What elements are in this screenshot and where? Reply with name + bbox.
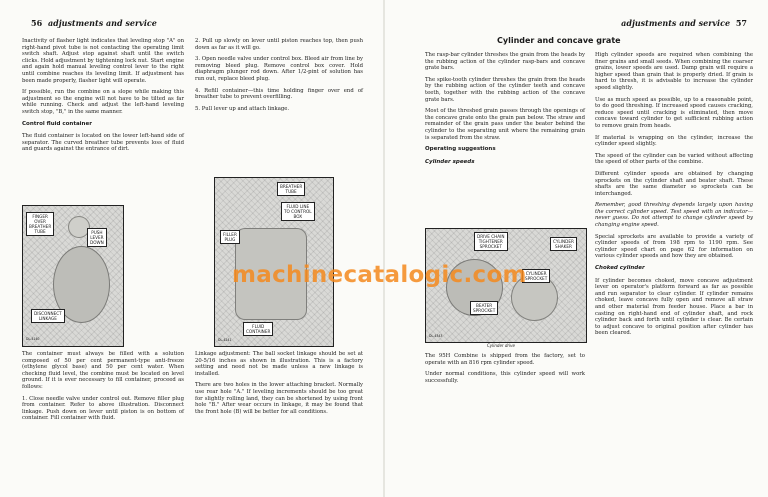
callout-cylinder-shaker: CYLINDER SHAKER [550,237,577,251]
paragraph: Special sprockets are available to provide a variety of cylinder speeds of from 198 rpm to 1190 rpm. See cylinder speed chart on page 62 for information on various cylinder speeds and how they are obtained. [595,233,753,260]
subsection-heading: Cylinder speeds [425,158,475,165]
paragraph: There are two holes in the lower attaching bracket. Normally use rear hole "A." If leveling increments should be too great for slightly rolling land, they can be shortened by using front hole "B." After wear occurs in linkage, it may be found that the front hole (B) will be better for all conditions. [195,382,363,415]
callout-filler-plug: FILLER PLUG [220,230,240,244]
paragraph: The fluid container is located on the lower left-hand side of separator. The curved breather tube prevents loss of fluid and guards against the entrance of dirt. [22,133,184,153]
paragraph: If possible, run the combine on a slope while making this adjustment so the engine will not have to be tilted as far while running. Check and adjust the left-hand leveling switch stop, "B," in the same manner. [22,89,184,115]
watermark: machinecatalogic.com [232,262,527,288]
right-page [385,0,768,497]
left-column-1 [22,38,184,158]
section-heading: Control fluid container [22,120,92,127]
paragraph: 2. Pull up slowly on lever until piston reaches top, then push down as far as it will go. [195,38,363,51]
left-page [0,0,383,497]
figure-caption: Cylinder drive [487,343,515,348]
section-title: Cylinder and concave grate [497,36,621,45]
paragraph: The spike-tooth cylinder threshes the grain from the heads by the rubbing action of the cylinder teeth and concave teeth, together with the rubbing action of the concave grate bars. [425,76,585,103]
paragraph: If material is wrapping on the cylinder, increase the cylinder speed slightly. [595,134,753,148]
paragraph: If cylinder becomes choked, move concave adjustment lever on operator's platform forward as far as possible and run separator to clear cylinder. If cylinder remains choked, leave concave fully open and remove all straw and other material from feeder house. Place a bar in casting on right-hand end of cylinder shaft, and rock cylinder back and forth until cylinder is clear. Be certain to adjust concave to original position after cylinder has been cleared. [595,277,753,337]
left-column-1-bottom [22,351,184,427]
right-page-number: 57 [735,18,747,28]
fluid-container-illustration [22,205,124,347]
paragraph: The container must always be filled with a solution composed of 50 per cent permanent-type anti-freeze (ethylene glycol base) and 50 per cent water. When checking fluid level, the combine must be located on level ground. If it is ever necessary to fill container, proceed as follows: [22,351,184,390]
callout-beater-sprocket: BEATER SPROCKET [470,301,498,315]
paragraph: 5. Pull lever up and attach linkage. [195,105,290,112]
paragraph: High cylinder speeds are required when combining the finer grains and small seeds. When combining the coarser grains, lower speeds are used. Damp grain will require a higher speed than grain that is properly dried. If grain is hard to thresh, it is advisable to increase the cylinder speed slightly. [595,52,753,91]
paragraph: 4. Refill container—this time holding finger over end of breather tube to prevent overfilling. [195,87,363,101]
left-page-title: adjustments and service [47,18,157,28]
paragraph: Under normal conditions, this cylinder speed will work successfully. [425,371,585,384]
callout-push-lever-down: PUSH LEVER DOWN [87,228,107,247]
left-page-number: 56 [31,18,43,28]
paragraph: 3. Open needle valve under control box. Bleed air from line by removing bleed plug. Remove control box cover. Hold diaphragm plunger rod down. After 1/2-pint of solution has run out, replace bleed plug. [195,56,363,82]
callout-fluid-line: FLUID LINE TO CONTROL BOX [281,202,315,221]
callout-drive-chain-tightener: DRIVE CHAIN TIGHTENER SPROCKET [474,232,508,251]
callout-fluid-container: FLUID CONTAINER [243,322,273,336]
subsection-heading: Choked cylinder [595,265,645,272]
right-column-1-bottom [425,353,585,389]
paragraph: Most of the threshed grain passes through the openings of the concave grate onto the grain pan below. The straw and remainder of the grain pass under the beater behind the cylinder to the separating unit where the remaining grain is separated from the straw. [425,108,585,141]
paragraph: The 95H Combine is shipped from the factory, set to operate with an 816 rpm cylinder speed. [425,353,585,366]
callout-disconnect-linkage: DISCONNECT LINKAGE [31,309,65,323]
section-heading: Operating suggestions [425,146,496,153]
left-page-header [28,18,157,28]
figure-id: DL-4140 [26,337,40,341]
figure-id: DL-4343 [429,334,443,338]
paragraph: The rasp-bar cylinder threshes the grain from the heads by the rubbing action of the cylinder rasp-bars and concave grate bars. [425,52,585,72]
paragraph: Inactivity of flasher light indicates that leveling stop "A" on right-hand pivot tube is not contacting the operating limit switch shaft. Adjust stop against shaft until the switch clicks. Hold adjustment by tightening lock nut. Start engine and again hold manual leveling control lever to the right until combine reaches its leveling limit. If adjustment has been made properly, flasher light will operate. [22,38,184,84]
figure-id: DL-4241 [218,338,232,342]
right-page-title: adjustments and service [621,18,731,28]
callout-cylinder-sprocket: CYLINDER SPROCKET [522,269,550,283]
right-column-1 [425,52,585,171]
callout-breather-tube: BREATHER TUBE [277,182,305,196]
paragraph: Remember, good threshing depends largely upon having the correct cylinder speed. Test speed with an indicator—never guess. Do not attempt to change cylinder speed by changing engine speed. [595,202,753,229]
right-column-2 [595,52,753,342]
paragraph: Use as much speed as possible, up to a reasonable point, to do good threshing. If increased speed causes cracking, reduce speed until cracking is eliminated, then move concave toward cylinder to get sufficient rubbing action to remove grain from heads. [595,96,753,129]
paragraph: Linkage adjustment: The ball socket linkage should be set at 20-5/16 inches as shown in illustration. This is a factory setting and need not be made unless a new linkage is installed. [195,351,363,377]
right-page-header [621,18,750,28]
paragraph: 1. Close needle valve under control out. Remove filler plug from container. Refer to above illustration. Disconnect linkage. Push down on lever until piston is on bottom of container. Fill container with fluid. [22,395,184,422]
left-column-2 [195,38,363,117]
paragraph: Different cylinder speeds are obtained by changing sprockets on the cylinder shaft and beater shaft. These shafts are the same diameter so sprockets can be interchanged. [595,170,753,197]
left-column-2-bottom [195,351,363,420]
paragraph: The speed of the cylinder can be varied without affecting the speed of other parts of the combine. [595,152,753,166]
callout-finger-over-breather-tube: FINGER OVER BREATHER TUBE [26,212,54,236]
